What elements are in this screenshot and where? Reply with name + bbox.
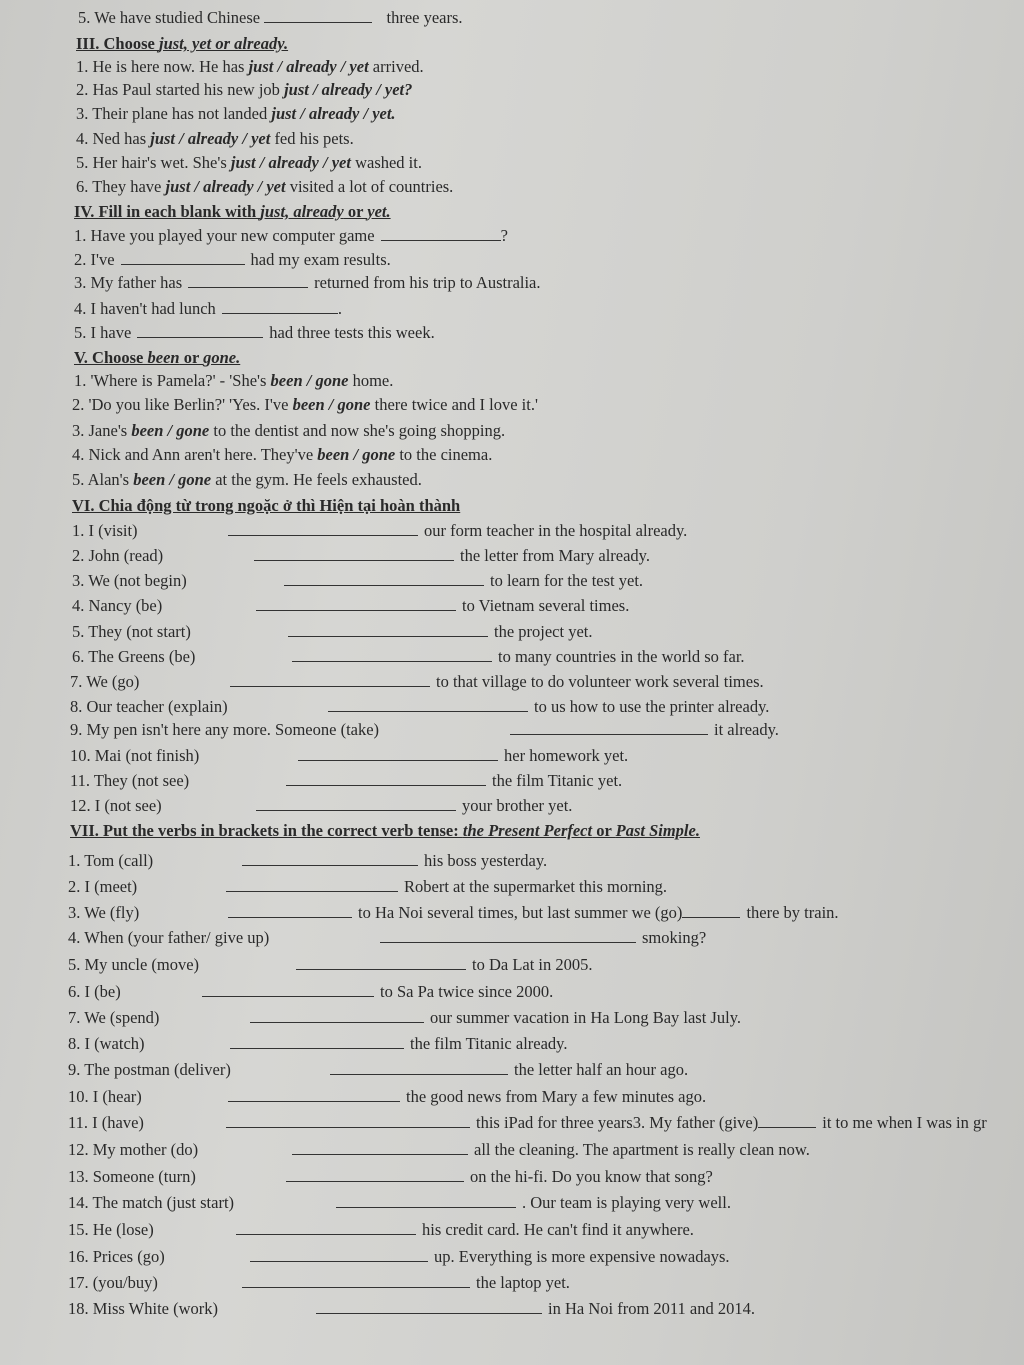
item-prompt: 16. Prices (go) [68,1247,165,1266]
s7-item-8 [68,1034,567,1054]
item-continuation: to Sa Pa twice since 2000. [380,982,554,1001]
s4-item-5: 5. I have had three tests this week. [74,323,435,342]
s7-item-4 [68,928,706,948]
s7-item-18 [68,1299,755,1319]
s6-item-5 [72,622,593,642]
item-continuation: the laptop yet. [476,1273,570,1292]
item-continuation: it to me when I was in gr [822,1113,987,1132]
answer-blank[interactable] [381,226,501,241]
answer-blank[interactable] [510,720,708,735]
answer-blank[interactable] [242,1273,470,1288]
item-continuation: to Vietnam several times. [462,596,630,615]
choice-options[interactable]: just / already / yet [165,177,286,196]
s7-item-9 [68,1060,688,1080]
answer-blank[interactable] [264,8,372,23]
s6-item-4 [72,596,629,616]
s4-item-2: 2. I've had my exam results. [74,250,391,269]
item-prompt: 18. Miss White (work) [68,1299,219,1318]
s3-item-5: 5. Her hair's wet. She's just / already / yet washed it. [76,153,422,172]
item-text: 5. We have studied Chinese [78,8,261,27]
answer-blank[interactable] [230,672,430,687]
answer-blank[interactable] [254,546,454,561]
item-prompt: 14. The match (just start) [68,1193,235,1212]
s7-item-5 [68,955,593,975]
answer-blank[interactable] [226,877,398,892]
item-prompt: 11. I (have) [68,1113,144,1132]
item-prompt: 1. Tom (call) [68,851,154,870]
answer-blank[interactable] [286,771,486,786]
item-continuation: to many countries in the world so far. [498,647,745,666]
item-prompt: 6. The Greens (be) [72,647,196,666]
item-continuation: it already. [714,720,779,739]
s3-item-1: 1. He is here now. He has just / already / yet arrived. [76,57,424,76]
s7-item-14 [68,1193,731,1213]
s5-item-5: 5. Alan's been / gone at the gym. He feels exhausted. [72,470,422,489]
item-prompt: 2. John (read) [72,546,164,565]
s4-item-4: 4. I haven't had lunch . [74,299,342,318]
item-continuation: this iPad for three years3. My father (give) [476,1113,759,1132]
s6-item-8 [70,697,769,717]
item-prompt: 13. Someone (turn) [68,1167,196,1186]
item-prompt: 8. Our teacher (explain) [70,697,228,716]
item-continuation: to learn for the test yet. [490,571,644,590]
item-text: three years. [386,8,463,27]
s7-item-17 [68,1273,570,1293]
answer-blank[interactable] [250,1008,424,1023]
answer-blank[interactable] [298,746,498,761]
section-v-heading: V. Choose been or gone. [74,348,241,367]
item-continuation: his credit card. He can't find it anywhere. [422,1220,694,1239]
answer-blank[interactable] [336,1193,516,1208]
s6-item-3 [72,571,643,591]
item-prompt: 17. (you/buy) [68,1273,158,1292]
item-prompt: 1. I (visit) [72,521,138,540]
answer-blank[interactable] [380,928,636,943]
item-continuation: up. Everything is more expensive nowadays. [434,1247,730,1266]
item-prompt: 9. My pen isn't here any more. Someone (take) [70,720,380,739]
answer-blank[interactable] [286,1167,464,1182]
item-continuation: all the cleaning. The apartment is really clean now. [474,1140,810,1159]
answer-blank[interactable] [292,647,492,662]
s3-item-6: 6. They have just / already / yet visited a lot of countries. [76,177,454,196]
answer-blank[interactable] [230,1034,404,1049]
item-prompt: 4. When (your father/ give up) [68,928,270,947]
item-prompt: 5. My uncle (move) [68,955,200,974]
answer-blank[interactable] [242,851,418,866]
item-prompt: 12. I (not see) [70,796,162,815]
item-prompt: 9. The postman (deliver) [68,1060,231,1079]
answer-blank[interactable] [137,323,263,338]
item-prompt: 3. We (not begin) [72,571,187,590]
item-prompt: 7. We (go) [70,672,140,691]
s0-item-5 [78,8,463,28]
s5-item-2: 2. 'Do you like Berlin?' 'Yes. I've been / gone there twice and I love it.' [72,395,538,414]
item-prompt: 11. They (not see) [70,771,190,790]
s7-item-6 [68,982,553,1002]
choice-options[interactable]: just / already / yet [248,57,369,76]
answer-blank[interactable] [228,1087,400,1102]
s7-item-1 [68,851,547,871]
item-continuation: the project yet. [494,622,593,641]
answer-blank[interactable] [316,1299,542,1314]
s5-item-4: 4. Nick and Ann aren't here. They've been / gone to the cinema. [72,445,493,464]
answer-blank[interactable] [292,1140,468,1155]
answer-blank[interactable] [682,903,740,918]
answer-blank[interactable] [296,955,466,970]
item-continuation: your brother yet. [462,796,573,815]
item-prompt: 8. I (watch) [68,1034,145,1053]
item-continuation: our summer vacation in Ha Long Bay last July. [430,1008,741,1027]
answer-blank[interactable] [228,521,418,536]
s7-item-13 [68,1167,713,1187]
item-continuation: the film Titanic already. [410,1034,568,1053]
item-continuation: the letter from Mary already. [460,546,650,565]
answer-blank[interactable] [250,1247,428,1262]
answer-blank[interactable] [758,1113,816,1128]
item-continuation: the letter half an hour ago. [514,1060,689,1079]
answer-blank[interactable] [288,622,488,637]
item-continuation: to Ha Noi several times, but last summer we (go) [358,903,683,922]
item-continuation: smoking? [642,928,707,947]
s7-item-7 [68,1008,741,1028]
item-prompt: 10. I (hear) [68,1087,142,1106]
item-continuation: . Our team is playing very well. [522,1193,731,1212]
item-continuation: to us how to use the printer already. [534,697,770,716]
item-continuation: there by train. [746,903,839,922]
s3-item-2: 2. Has Paul started his new job just / already / yet? [76,80,413,99]
s6-item-11 [70,771,622,791]
item-prompt: 2. I (meet) [68,877,138,896]
choice-options[interactable]: been / gone [133,470,212,489]
s7-item-11 [68,1113,987,1133]
s6-item-2 [72,546,650,566]
choice-options[interactable]: just / already / yet [150,129,271,148]
choice-options[interactable]: just / already / yet? [284,80,413,99]
choice-options[interactable]: just / already / yet. [271,104,396,123]
item-continuation: the film Titanic yet. [492,771,623,790]
answer-blank[interactable] [228,903,352,918]
s3-item-4: 4. Ned has just / already / yet fed his pets. [76,129,354,148]
answer-blank[interactable] [222,299,338,314]
answer-blank[interactable] [202,982,374,997]
s6-item-7 [70,672,764,692]
s6-item-12 [70,796,572,816]
item-continuation: her homework yet. [504,746,629,765]
s7-item-15 [68,1220,694,1240]
s5-item-1: 1. 'Where is Pamela?' - 'She's been / gone home. [74,371,394,390]
item-prompt: 12. My mother (do) [68,1140,199,1159]
s6-item-10 [70,746,628,766]
s7-item-16 [68,1247,730,1267]
item-continuation: to Da Lat in 2005. [472,955,593,974]
item-continuation: to that village to do volunteer work several times. [436,672,764,691]
s6-item-1 [72,521,687,541]
answer-blank[interactable] [188,273,308,288]
item-continuation: his boss yesterday. [424,851,548,870]
item-continuation: in Ha Noi from 2011 and 2014. [548,1299,755,1318]
s7-item-3 [68,903,839,923]
item-prompt: 7. We (spend) [68,1008,160,1027]
choice-options[interactable]: been / gone [317,445,396,464]
s4-item-1: 1. Have you played your new computer game ? [74,226,508,245]
s7-item-12 [68,1140,810,1160]
answer-blank[interactable] [328,697,528,712]
item-prompt: 15. He (lose) [68,1220,154,1239]
answer-blank[interactable] [256,596,456,611]
s6-item-9 [70,720,779,740]
choice-options[interactable]: just / already / yet [230,153,351,172]
item-prompt: 10. Mai (not finish) [70,746,200,765]
choice-options[interactable]: been / gone [270,371,349,390]
answer-blank[interactable] [256,796,456,811]
item-prompt: 6. I (be) [68,982,121,1001]
item-prompt: 3. We (fly) [68,903,140,922]
item-prompt: 4. Nancy (be) [72,596,163,615]
section-iv-heading: IV. Fill in each blank with just, already or yet. [74,202,391,221]
item-continuation: the good news from Mary a few minutes ago. [406,1087,707,1106]
item-prompt: 5. They (not start) [72,622,191,641]
answer-blank[interactable] [330,1060,508,1075]
section-vi-heading: VI. Chia động từ trong ngoặc ở thì Hiện tại hoàn thành [72,496,461,515]
s5-item-3: 3. Jane's been / gone to the dentist and now she's going shopping. [72,421,506,440]
s4-item-3: 3. My father has returned from his trip to Australia. [74,273,541,292]
section-iii-heading: III. Choose just, yet or already. [76,34,289,53]
answer-blank[interactable] [226,1113,470,1128]
answer-blank[interactable] [121,250,245,265]
item-continuation: Robert at the supermarket this morning. [404,877,668,896]
s7-item-10 [68,1087,706,1107]
answer-blank[interactable] [236,1220,416,1235]
s3-item-3: 3. Their plane has not landed just / already / yet. [76,104,396,123]
section-vii-heading: VII. Put the verbs in brackets in the correct verb tense: the Present Perfect or Past Simple. [70,821,700,840]
s7-item-2 [68,877,667,897]
choice-options[interactable]: been / gone [131,421,210,440]
answer-blank[interactable] [284,571,484,586]
s6-item-6 [72,647,745,667]
choice-options[interactable]: been / gone [292,395,371,414]
item-continuation: on the hi-fi. Do you know that song? [470,1167,713,1186]
item-continuation: our form teacher in the hospital already. [424,521,688,540]
